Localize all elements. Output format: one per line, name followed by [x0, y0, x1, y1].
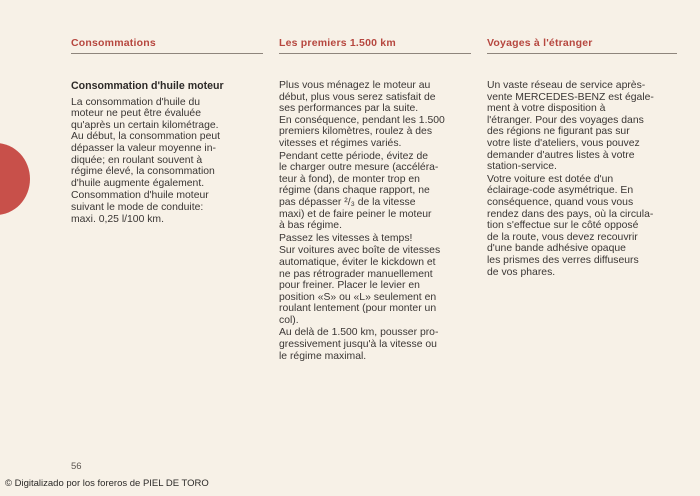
subheading-huile: Consommation d'huile moteur	[71, 80, 224, 92]
red-thumb-tab	[0, 143, 30, 215]
text-line: Sur voitures avec boîte de vitesses	[279, 245, 441, 257]
text-line: votre liste d'ateliers, vous pouvez	[487, 137, 640, 149]
text-line: Votre voiture est dotée d'un	[487, 173, 614, 185]
text-line: dépasser la valeur moyenne in-	[71, 142, 216, 154]
text-line: gressivement jusqu'à la vitesse ou	[279, 339, 437, 351]
paragraphs	[279, 80, 476, 362]
paragraph	[279, 327, 476, 362]
text-line: d'une bande adhésive opaque	[487, 243, 626, 255]
text-line: de la route, vous devez recouvrir	[487, 231, 638, 243]
text-line: régime (dans chaque rapport, ne	[279, 185, 430, 197]
column-voyages	[487, 37, 677, 279]
column-consommations	[71, 37, 263, 226]
text-line: pas dépasser ²/₃ de la vitesse	[279, 196, 416, 208]
text-line: le régime maximal.	[279, 350, 367, 362]
text-line: des régions ne figurant pas sur	[487, 126, 630, 138]
text-line: col).	[279, 314, 299, 326]
text-line: conséquence, quand vous vous	[487, 196, 634, 208]
text-line: En conséquence, pendant les 1.500	[279, 114, 445, 126]
paragraph	[71, 97, 263, 190]
paragraphs	[487, 80, 677, 278]
text-line: Passez les vitesses à temps!	[279, 232, 413, 244]
text-line: d'huile augmente également.	[71, 177, 205, 189]
column-body	[71, 81, 263, 225]
text-line: régime élevé, la consommation	[71, 166, 215, 178]
paragraph	[279, 233, 476, 245]
text-line: station-service.	[487, 161, 557, 173]
paragraph	[279, 245, 476, 326]
paragraph	[487, 80, 677, 173]
text-line: La consommation d'huile du	[71, 96, 201, 108]
text-line: ment à votre disposition à	[487, 103, 606, 115]
text-line: tion s'effectue sur le côté opposé	[487, 220, 639, 232]
text-line: moteur ne peut être évaluée	[71, 108, 201, 120]
heading-consommations: Consommations	[71, 37, 263, 54]
text-line: qu'après un certain kilométrage.	[71, 119, 219, 131]
text-line: diquée; en roulant souvent à	[71, 154, 203, 166]
text-line: Au début, la consommation peut	[71, 131, 221, 143]
page-number: 56	[71, 461, 82, 472]
text-line: demander d'autres listes à votre	[487, 149, 635, 161]
text-line: maxi) et de faire peiner le moteur	[279, 208, 432, 220]
paragraph	[487, 174, 677, 278]
paragraph	[279, 151, 476, 232]
text-line: les prismes des verres diffuseurs	[487, 254, 639, 266]
heading-voyages: Voyages à l'étranger	[487, 37, 677, 54]
text-line: vente MERCEDES-BENZ est égale-	[487, 91, 654, 103]
text-line: ne pas rétrograder manuellement	[279, 268, 433, 280]
text-line: ses performances par la suite.	[279, 103, 419, 115]
text-line: teur à fond), de monter trop en	[279, 173, 420, 185]
column-body	[487, 80, 677, 278]
text-line: suivant le mode de conduite:	[71, 201, 204, 213]
text-line: Plus vous ménagez le moteur au	[279, 80, 431, 91]
text-line: maxi. 0,25 l/100 km.	[71, 213, 164, 225]
heading-premiers-km: Les premiers 1.500 km	[279, 37, 471, 54]
text-line: Au delà de 1.500 km, pousser pro-	[279, 327, 439, 339]
text-line: Un vaste réseau de service après-	[487, 80, 646, 91]
text-line: premiers kilomètres, roulez à des	[279, 126, 433, 138]
text-line: de vos phares.	[487, 266, 556, 278]
text-line: Consommation d'huile moteur	[71, 190, 209, 202]
text-line: automatique, éviter le kickdown et	[279, 256, 436, 268]
text-line: à bas régime.	[279, 220, 342, 232]
text-line: éclairage-code asymétrique. En	[487, 185, 634, 197]
column-premiers-km	[279, 37, 476, 363]
text-line: roulant lentement (pour monter un	[279, 303, 437, 315]
paragraph	[279, 80, 476, 150]
paragraph	[71, 190, 263, 225]
text-line: Pendant cette période, évitez de	[279, 150, 429, 162]
text-line: vitesses et régimes variés.	[279, 137, 402, 149]
scan-credit: © Digitalizado por los foreros de PIEL DE TORO	[5, 478, 209, 489]
text-line: le charger outre mesure (accéléra-	[279, 162, 439, 174]
text-line: l'étranger. Pour des voyages dans	[487, 114, 644, 126]
text-line: pour freiner. Placer le levier en	[279, 280, 420, 292]
paragraphs	[71, 97, 263, 226]
text-line: position «S» ou «L» seulement en	[279, 291, 437, 303]
text-line: début, plus vous serez satisfait de	[279, 91, 436, 103]
column-body	[279, 80, 476, 362]
text-line: rendez dans des pays, où la circula-	[487, 208, 654, 220]
